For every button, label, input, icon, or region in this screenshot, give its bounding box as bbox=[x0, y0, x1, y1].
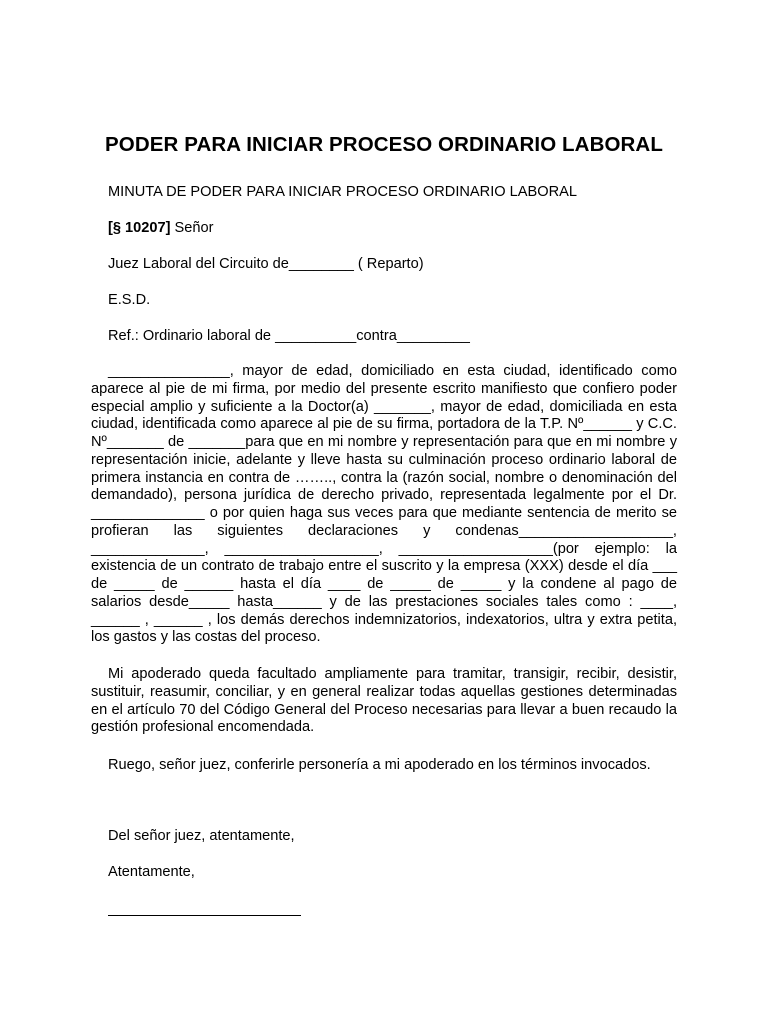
closing-line-1: Del señor juez, atentamente, bbox=[108, 828, 295, 844]
reference-code: [§ 10207] bbox=[108, 220, 171, 236]
reference-line: Ref.: Ordinario laboral de __________contra_________ bbox=[108, 328, 470, 344]
esd-line: E.S.D. bbox=[108, 292, 151, 308]
document-title: PODER PARA INICIAR PROCESO ORDINARIO LABORAL bbox=[105, 133, 663, 156]
salutation: Señor bbox=[170, 220, 214, 236]
salutation-line bbox=[108, 219, 213, 237]
body-paragraph-1: _______________, mayor de edad, domiciliado en esta ciudad, identificado como aparece al pie de mi firma, por medio del presente escrito manifiesto que confiero poder especial amplio y suficiente a la Doctor(a) _______, mayor de edad, domiciliada en esta ciudad, identificada como aparece al pie de su firma, portadora de la T.P. Nº______ y C.C. Nº_______ de _______para que en mi nombre y representación para que en mi nombre y representación inicie, adelante y lleve hasta su culminación proceso ordinario laboral de primera instancia en contra de …….., contra la (razón social, nombre o denominación del demandado), persona jurídica de derecho privado, representada legalmente por el Dr. ______________ o por quien haga sus veces para que mediante sentencia de merito se profieran las siguientes declaraciones y condenas___________________, ______________, ___________________, ___________________(por ejemplo: la existencia de un contrato de trabajo entre el suscrito y la empresa (XXX) desde el día ___ de _____ de ______ hasta el día ____ de _____ de _____ y la condene al pago de salarios desde_____ hasta______ y de las prestaciones sociales tales como : ____, ______ , ______ , los demás derechos indemnizatorios, indexatorios, ultra y extra petita, los gastos y las costas del proceso. bbox=[91, 363, 677, 646]
body-paragraph-3: Ruego, señor juez, conferirle personería a mi apoderado en los términos invocados. bbox=[108, 757, 651, 773]
addressee: Juez Laboral del Circuito de________ ( Reparto) bbox=[108, 256, 424, 272]
document-subtitle: MINUTA DE PODER PARA INICIAR PROCESO ORDINARIO LABORAL bbox=[108, 184, 577, 200]
closing-line-2: Atentamente, bbox=[108, 864, 195, 880]
body-paragraph-2: Mi apoderado queda facultado ampliamente para tramitar, transigir, recibir, desistir, sustituir, reasumir, conciliar, y en general realizar todas aquellas gestiones determinadas en el artículo 70 del Código General del Proceso necesarias para llevar a buen recaudo la gestión profesional encomendada. bbox=[91, 666, 677, 736]
signature-line bbox=[108, 915, 301, 916]
